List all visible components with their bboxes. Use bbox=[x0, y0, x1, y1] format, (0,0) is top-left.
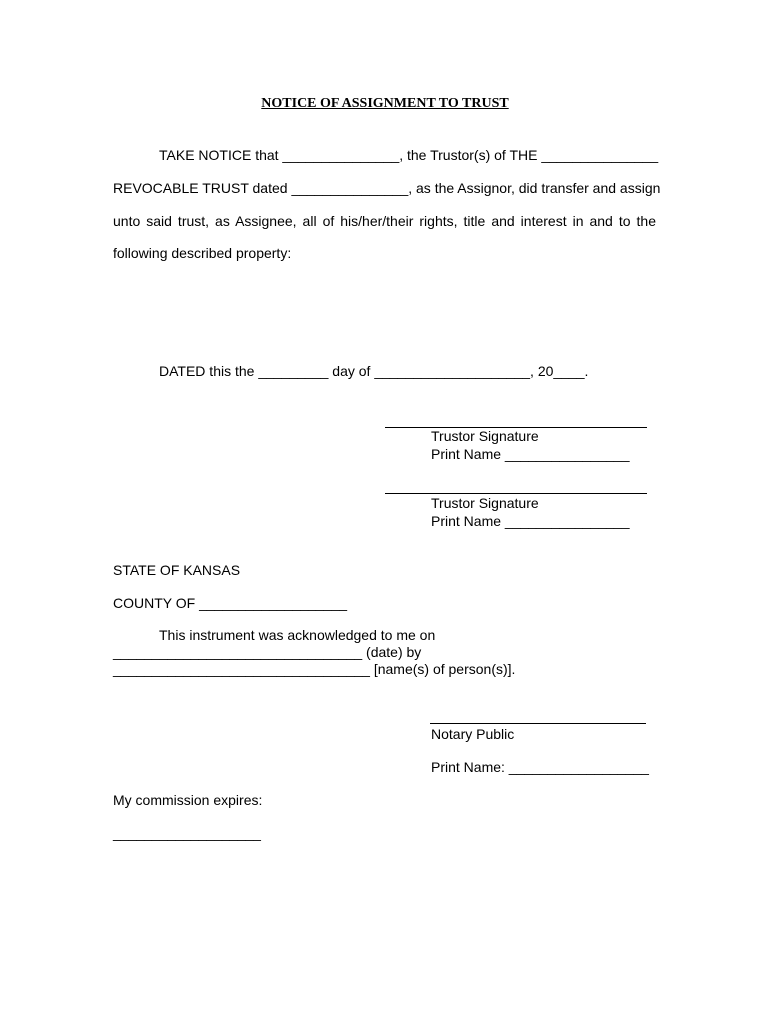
dated-line: DATED this the _________ day of ____________________, 20____. bbox=[159, 363, 589, 379]
print-name-2: Print Name ________________ bbox=[431, 513, 630, 529]
state-heading: STATE OF KANSAS bbox=[113, 562, 241, 578]
acknowledgment-line-1: This instrument was acknowledged to me on bbox=[159, 627, 436, 643]
print-name-1: Print Name ________________ bbox=[431, 446, 630, 462]
paragraph-line-2-text: REVOCABLE TRUST dated _______________, as the Assignor, did transfer and assign bbox=[113, 180, 661, 196]
commission-blank: ___________________ bbox=[113, 825, 261, 841]
acknowledgment-line-3: _________________________________ [name(s) of person(s)]. bbox=[113, 661, 516, 677]
signature-label-1: Trustor Signature bbox=[431, 428, 539, 444]
paragraph-line-4: following described property: bbox=[113, 245, 292, 261]
county-line: COUNTY OF ___________________ bbox=[113, 595, 348, 611]
paragraph-line-3 bbox=[113, 213, 656, 230]
paragraph-line-3-text: unto said trust, as Assignee, all of his/her/their rights, title and interest in and to the bbox=[113, 213, 656, 229]
signature-label-2: Trustor Signature bbox=[431, 495, 539, 511]
notary-print-name: Print Name: __________________ bbox=[431, 759, 649, 775]
paragraph-line-2 bbox=[113, 180, 661, 197]
acknowledgment-line-2: ________________________________ (date) by bbox=[113, 644, 422, 660]
notary-label: Notary Public bbox=[431, 726, 515, 742]
commission-label: My commission expires: bbox=[113, 792, 263, 808]
notary-signature-line bbox=[430, 723, 646, 724]
document-title: NOTICE OF ASSIGNMENT TO TRUST bbox=[261, 96, 509, 111]
signature-line-2 bbox=[385, 493, 647, 494]
paragraph-line-1: TAKE NOTICE that _______________, the Trustor(s) of THE _______________ bbox=[159, 147, 659, 163]
